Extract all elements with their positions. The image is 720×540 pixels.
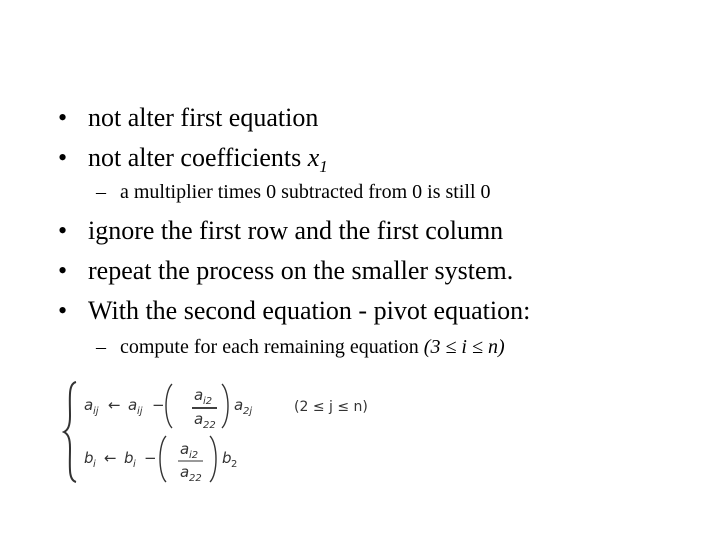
bullet-dot: • — [58, 143, 68, 172]
paren-right-1 — [222, 384, 228, 428]
bullet-dot: • — [58, 256, 68, 285]
term-b: b — [124, 449, 134, 467]
frac2-den-sub: 22 — [189, 473, 202, 484]
bullet-text: ignore the first row and the first column — [88, 216, 504, 245]
frac-num-a: a — [194, 386, 204, 404]
arrow-2: ← — [104, 449, 117, 467]
term-b-sub: i — [133, 459, 136, 470]
frac2-num-sub: i2 — [189, 450, 199, 461]
frac2-den-a: a — [180, 463, 190, 481]
sub-text: compute for each remaining equation — [120, 336, 424, 358]
lhs-b-sub: i — [93, 459, 96, 470]
bullet-text: repeat the process on the smaller system. — [88, 256, 514, 285]
bullet-dot: • — [58, 216, 68, 245]
bullet-dot: • — [58, 296, 68, 325]
bullet-ignore-first-row — [58, 216, 503, 246]
term-a-sub: ij — [137, 406, 143, 417]
bullet-text: not alter first equation — [88, 103, 319, 132]
elimination-formula — [62, 378, 382, 486]
sub-dash: – — [96, 336, 106, 358]
j-range-condition: (2 ≤ j ≤ n) — [294, 399, 368, 415]
frac-den-a: a — [194, 410, 204, 428]
bullet-repeat-process — [58, 256, 513, 286]
bullet-not-alter-coefficients — [58, 143, 328, 182]
mult-a: a — [234, 396, 244, 414]
sub-bullet-compute — [96, 335, 505, 359]
paren-right-2 — [210, 436, 216, 482]
sub-bullet-multiplier — [96, 180, 491, 204]
frac-den-sub: 22 — [203, 420, 216, 431]
variable-x: x — [307, 143, 320, 172]
sub-text: a multiplier times 0 subtracted from 0 is still 0 — [120, 181, 491, 203]
mult-a-sub: 2j — [243, 406, 253, 417]
variable-subscript: 1 — [319, 157, 328, 177]
lhs-a: a — [84, 396, 94, 414]
mult-b: b — [222, 449, 232, 467]
lhs-a-sub: ij — [93, 406, 99, 417]
bullet-text: With the second equation - pivot equation: — [88, 296, 531, 325]
lhs-b: b — [84, 449, 94, 467]
arrow-1: ← — [108, 396, 121, 414]
system-brace — [64, 382, 76, 482]
bullet-second-equation — [58, 296, 530, 326]
paren-left-2 — [160, 436, 166, 482]
minus-2: − — [144, 449, 157, 467]
term-a: a — [128, 396, 138, 414]
bullet-not-alter-first-equation — [58, 103, 318, 133]
bullet-dot: • — [58, 103, 68, 132]
mult-b-sub: 2 — [231, 459, 238, 470]
frac2-num-a: a — [180, 440, 190, 458]
minus-1: − — [152, 396, 165, 414]
paren-left-1 — [166, 384, 172, 428]
formula-svg — [62, 378, 382, 486]
bullet-text: not alter coefficients — [88, 143, 308, 172]
frac-num-sub: i2 — [203, 396, 213, 407]
sub-dash: – — [96, 181, 106, 203]
index-range: (3 ≤ i ≤ n) — [423, 336, 505, 358]
